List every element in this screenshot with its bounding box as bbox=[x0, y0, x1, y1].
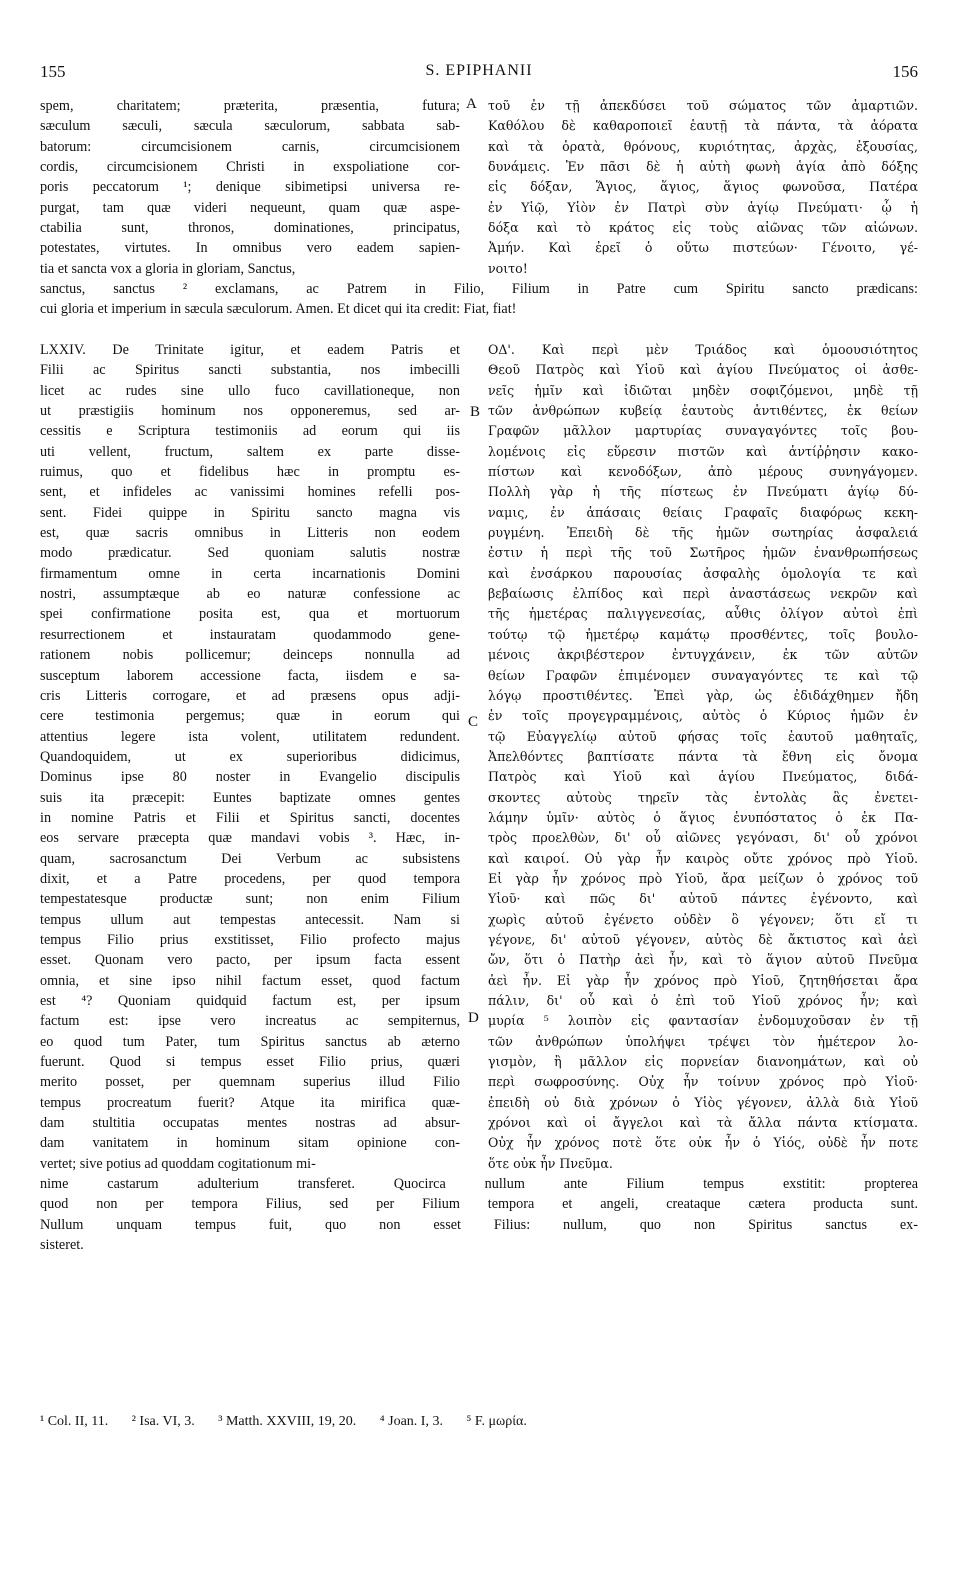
margin-letter-a: A bbox=[466, 96, 477, 112]
greek-text-line: ἐν τοῖς προγεγραμμένοις, αὐτὸς ὁ Κύριος ἡμῶν ἐν bbox=[488, 708, 918, 724]
greek-text-line: πάλιν, δι' οὗ καὶ ὁ ἐπὶ τοῦ Υἱοῦ χρόνος ἦν; καὶ bbox=[488, 993, 918, 1008]
greek-text-line: Εἰ γὰρ ἦν χρόνος πρὸ Υἱοῦ, ἄρα μείζων ὁ χρόνος τοῦ bbox=[488, 870, 918, 886]
greek-text-line: θείων Γραφῶν ἐπιμένομεν συναγαγόντες τε καὶ τῷ bbox=[488, 667, 918, 683]
latin-text-line: dam vanitatem in hominum sitam opinione con- bbox=[40, 1135, 460, 1152]
running-title: S. EPIPHANII bbox=[425, 62, 533, 79]
greek-text-line: καὶ ἐνσάρκου παρουσίας ἀσφαλὴς ὁμολογία τε καὶ bbox=[488, 565, 918, 581]
latin-text-line: merito posset, per quemnam superius illud Filio bbox=[40, 1074, 460, 1091]
greek-text-line: βεβαίωσις ἐλπίδος καὶ περὶ ἀναστάσεως νεκρῶν καὶ bbox=[488, 586, 918, 602]
greek-text-line: ὤν, ὅτι ὁ Πατὴρ ἀεὶ ἦν, καὶ τὸ ἅγιον αὐτοῦ Πνεῦμα bbox=[488, 952, 918, 968]
latin-text-line: est ⁴? Quoniam quidquid factum est, per ipsum bbox=[40, 993, 460, 1009]
latin-text-line: tempus Filio prius exstitisset, Filio profecto majus bbox=[40, 931, 460, 948]
greek-text-line: ἐστιν ἡ περὶ τῆς τοῦ Σωτῆρος ἡμῶν ἐνανθρωπήσεως bbox=[488, 545, 918, 561]
greek-text-line: ἀεὶ ἦν. Εἰ γὰρ ἦν χρόνος πρὸ Υἱοῦ, ζητηθήσεται ἄρα bbox=[488, 972, 918, 988]
footnotes bbox=[40, 1414, 918, 1430]
latin-text-line: Quandoquidem, ut ex superioribus didicimus, bbox=[40, 748, 460, 765]
greek-text-line: Ἀπελθόντες βαπτίσατε πάντα τὰ ἔθνη εἰς ὄνομα bbox=[488, 748, 918, 764]
margin-letter-d: D bbox=[468, 1010, 479, 1026]
latin-text-line: cessitis e Scriptura testimoniis ad eorum qui iis bbox=[40, 423, 460, 440]
latin-text-line: rationem nobis pollicemur; deinceps nonnulla ad bbox=[40, 647, 460, 664]
greek-text-line: Γραφῶν μᾶλλον μαρτυρίας συναγαγόντες τοῖς βου- bbox=[488, 423, 918, 439]
text-line: Nullum unquam tempus fuit, quo non esset Filius: nullum, quo non Spiritus sanctus ex- bbox=[40, 1216, 918, 1233]
footnote: ⁴ Joan. I, 3. bbox=[379, 1414, 443, 1429]
latin-text-line: est, quæ sacris omnibus in Litteris non eodem bbox=[40, 525, 460, 542]
latin-text-line: dam stultitia occupatas mentes nostras ad absur- bbox=[40, 1115, 460, 1132]
latin-text-line: fuerunt. Quod si tempus esset Filio prius, quæri bbox=[40, 1054, 460, 1071]
greek-text-line: λάμην ὑμῖν· αὐτὸς ὁ ἅγιος ἐνυπόστατος ὁ ἐκ Πα- bbox=[488, 809, 918, 825]
latin-text-line: Filii ac Spiritus sancti substantia, nos imbecilli bbox=[40, 362, 460, 379]
full-width-text-block1 bbox=[40, 279, 918, 320]
greek-text-line: Πολλὴ γὰρ ἡ τῆς πίστεως ἐν Πνεύματι ἁγίῳ δύ- bbox=[488, 484, 918, 500]
greek-text-line: Πατρὸς καὶ Υἱοῦ καὶ ἁγίου Πνεύματος, διδά- bbox=[488, 769, 918, 785]
greek-text-line: σκοντες αὐτοὺς τηρεῖν τὰς ἐντολὰς ἃς ἐνετει- bbox=[488, 789, 918, 805]
latin-text-line: tempus ullum aut tempestas antecessit. Nam si bbox=[40, 911, 460, 928]
latin-text-line: sæculum sæculi, sæcula sæculorum, sabbata sab- bbox=[40, 118, 460, 135]
greek-text-line: Οὐχ ἦν χρόνος ποτὲ ὅτε οὐκ ἦν ὁ Υἱός, οὐδὲ ἦν ποτε bbox=[488, 1135, 918, 1151]
greek-text-line: ναμις, ἐν ἁπάσαις θείαις Γραφαῖς διαφόρως κεκη- bbox=[488, 504, 918, 520]
greek-text-line: ΟΔ'. Καὶ περὶ μὲν Τριάδος καὶ ὁμοουσιότητος bbox=[488, 342, 918, 357]
text-line: nime castarum adulterium transferet. Quocirca nullum ante Filium tempus exstitit: propterea bbox=[40, 1176, 918, 1192]
greek-text-line: μυρία ⁵ λοιπὸν εἰς φαντασίαν ἐνδομυχοῦσαν ἐν τῇ bbox=[488, 1013, 918, 1029]
greek-column-block2 bbox=[488, 340, 918, 1174]
footnote: ¹ Col. II, 11. bbox=[40, 1414, 109, 1429]
page-number-right: 156 bbox=[892, 62, 918, 81]
latin-text-line: quam, sacrosanctum Dei Verbum ac subsistens bbox=[40, 850, 460, 867]
greek-text-line: λόγῳ προστιθέντες. Ἐπεὶ γὰρ, ὡς ἐδιδάχθημεν ἤδη bbox=[488, 687, 918, 703]
greek-text-line: ἐν Υἱῷ, Υἱὸν ἐν Πατρὶ σὺν ἁγίῳ Πνεύματι· ᾧ ἡ bbox=[488, 199, 918, 215]
greek-text-line: τῷ Εὐαγγελίῳ αὐτοῦ φήσας τοῖς ἑαυτοῦ μαθηταῖς, bbox=[488, 728, 918, 744]
latin-text-line: ctabilia sunt, thronos, dominationes, principatus, bbox=[40, 220, 460, 237]
greek-column-block1 bbox=[488, 96, 918, 279]
greek-text-line: τῶν ἀνθρώπων κυβείᾳ ἑαυτοὺς ἀντιθέντες, ἐκ θείων bbox=[488, 403, 918, 419]
latin-text-line: uti vellent, fructum, saltem ex parte disse- bbox=[40, 443, 460, 460]
greek-text-line: τῆς ἡμετέρας παλιγγενεσίας, αὖθις ὀλίγον αὐτοὶ ἐπὶ bbox=[488, 606, 918, 622]
greek-text-line: γισμὸν, ἢ μᾶλλον εἰς πορνείαν διανοημάτων, καὶ οὐ bbox=[488, 1054, 918, 1070]
latin-text-line: modo prædicatur. Sed quoniam salutis nostræ bbox=[40, 545, 460, 562]
greek-text-line: καὶ καιροί. Οὐ γὰρ ἦν καιρὸς οὔτε χρόνος πρὸ Υἱοῦ. bbox=[488, 850, 918, 866]
greek-text-line: Καθόλου δὲ καθαροποιεῖ ἑαυτῇ τὰ πάντα, τὰ ἀόρατα bbox=[488, 118, 918, 134]
greek-text-line: καὶ τὰ ὁρατὰ, θρόνους, κυριότητας, ἀρχὰς, ἐξουσίας, bbox=[488, 138, 918, 154]
greek-text-line: δόξα καὶ τὸ κράτος εἰς τοὺς αἰῶνας τῶν αἰώνων. bbox=[488, 220, 918, 236]
greek-text-line: χρόνοι καὶ οἱ ἄγγελοι καὶ τὰ ἄλλα πάντα κτίσματα. bbox=[488, 1115, 918, 1131]
footnote: ⁵ F. μωρία. bbox=[466, 1414, 527, 1429]
text-line: sanctus, sanctus ² exclamans, ac Patrem in Filio, Filium in Patre cum Spiritu sancto prædicans: bbox=[40, 281, 918, 297]
latin-text-line: licet ac rudes sine ullo fuco cavillationeque, non bbox=[40, 382, 460, 399]
latin-text-line: firmamentum omne in certa incarnationis Domini bbox=[40, 565, 460, 582]
latin-text-line: cere testimonia pergemus; quæ in eorum qui bbox=[40, 708, 460, 725]
latin-text-line: in nomine Patris et Filii et Spiritus sancti, docentes bbox=[40, 809, 460, 826]
greek-text-line: Ἀμήν. Καὶ ἐρεῖ ὁ οὕτω πιστεύων· Γένοιτο, γέ- bbox=[488, 240, 918, 256]
latin-text-line: omnia, et sine ipso nihil factum esset, quod factum bbox=[40, 972, 460, 989]
latin-text-line: spem, charitatem; præterita, præsentia, futura; bbox=[40, 98, 460, 114]
latin-text-line: vertet; sive potius ad quoddam cogitationum mi- bbox=[40, 1155, 316, 1172]
greek-text-line: γέγονε, δι' αὐτοῦ γέγονεν, αὐτὸς δὲ ἄκτιστος καὶ ἀεὶ bbox=[488, 931, 918, 947]
greek-text-line: Θεοῦ Πατρὸς καὶ Υἱοῦ καὶ ἁγίου Πνεύματος οἱ ἀσθε- bbox=[488, 362, 918, 378]
greek-text-line: ἐπειδὴ οὐ διὰ χρόνων ὁ Υἱὸς γέγονεν, ἀλλὰ διὰ Υἱοῦ bbox=[488, 1094, 918, 1110]
latin-text-line: cordis, circumcisionem Christi in exspoliatione cor- bbox=[40, 159, 460, 176]
latin-text-line: esset. Quonam vero pacto, per ipsum facta essent bbox=[40, 952, 460, 969]
latin-text-line: cris Litteris corrogare, et ad præsens opus adji- bbox=[40, 687, 460, 704]
latin-text-line: suis ita præcepit: Euntes baptizate omnes gentes bbox=[40, 789, 460, 806]
latin-text-line: resurrectionem et instauratam quodammodo gene- bbox=[40, 626, 460, 643]
greek-text-line: ρυγμένη. Ἐπειδὴ δὲ τῆς ἡμῶν σωτηρίας ἀσφαλειά bbox=[488, 525, 918, 541]
greek-text-line: νεῖς ἡμῖν καὶ ἰδιῶται μηδὲν σοφιζόμενοι, μηδὲ τῇ bbox=[488, 382, 918, 398]
greek-text-line: Υἱοῦ· καὶ πῶς δι' αὐτοῦ πάντες ἐγένοντο, καὶ bbox=[488, 891, 918, 907]
margin-letter-b: B bbox=[470, 404, 481, 420]
latin-column-block2 bbox=[40, 340, 460, 1174]
latin-text-line: tia et sancta vox a gloria in gloriam, Sanctus, bbox=[40, 260, 296, 277]
text-line: quod non per tempora Filius, sed per Filium tempora et angeli, creataque cætera producta sunt. bbox=[40, 1196, 918, 1213]
greek-text-line: ὅτε οὐκ ἦν Πνεῦμα. bbox=[488, 1155, 613, 1171]
latin-text-line: nostri, assumptæque ab eo naturæ confessione ac bbox=[40, 586, 460, 603]
footnote: ² Isa. VI, 3. bbox=[131, 1414, 195, 1429]
latin-text-line: tempestatesque productæ sunt; non enim Filium bbox=[40, 891, 460, 908]
latin-text-line: potestates, virtutes. In omnibus vero eadem sapien- bbox=[40, 240, 460, 257]
latin-text-line: attentius legere ista volent, utilitatem redundent. bbox=[40, 728, 460, 745]
latin-text-line: eos servare præcepta quæ mandavi vobis ³. Hæc, in- bbox=[40, 830, 460, 847]
text-line: cui gloria et imperium in sæcula sæculorum. Amen. Et dicet qui ita credit: Fiat, fiat! bbox=[40, 301, 517, 318]
latin-text-line: susceptum laborem accessione facta, iisdem e sa- bbox=[40, 667, 460, 684]
latin-text-line: sent, et infideles ac vanissimi homines refelli pos- bbox=[40, 484, 460, 501]
latin-text-line: dixit, et a Patre procedens, per quod tempora bbox=[40, 870, 460, 887]
greek-text-line: τῶν ἀνθρώπων ὑπολήψει τρέψει τὸν ἡμέτερον λο- bbox=[488, 1033, 918, 1049]
greek-text-line: νοιτο! bbox=[488, 260, 528, 276]
full-width-text-block2 bbox=[40, 1174, 918, 1255]
latin-text-line: poris peccatorum ¹; denique sibimetipsi universa re- bbox=[40, 179, 460, 196]
latin-text-line: eo quod tum Pater, tum Spiritus sanctus ab æterno bbox=[40, 1033, 460, 1050]
margin-letter-c: C bbox=[468, 714, 479, 730]
latin-text-line: spei confirmatione posita est, qua et mortuorum bbox=[40, 606, 460, 623]
latin-text-line: ruimus, quo et fidelibus hæc in promptu es- bbox=[40, 464, 460, 481]
latin-text-line: batorum: circumcisionem carnis, circumcisionem bbox=[40, 138, 460, 155]
page-number-left: 155 bbox=[40, 62, 66, 81]
footnote: ³ Matth. XXVIII, 19, 20. bbox=[218, 1414, 357, 1429]
greek-text-line: δυνάμεις. Ἐν πᾶσι δὲ ἡ αὐτὴ φωνὴ ἁγία ἀπὸ δόξης bbox=[488, 159, 918, 175]
greek-text-line: εἰς δόξαν, Ἅγιος, ἅγιος, ἅγιος φωνοῦσα, Πατέρα bbox=[488, 179, 918, 195]
latin-text-line: LXXIV. De Trinitate igitur, et eadem Patris et bbox=[40, 342, 460, 358]
greek-text-line: περὶ σωφροσύνης. Οὐχ ἦν τοίνυν χρόνος πρὸ Υἱοῦ· bbox=[488, 1074, 918, 1090]
latin-text-line: factum est: ipse vero increatus ac sempiternus, bbox=[40, 1013, 460, 1030]
greek-text-line: τούτῳ τῷ ἡμετέρῳ καμάτῳ προσθέντες, τοῖς βουλο- bbox=[488, 626, 918, 642]
latin-column-block1 bbox=[40, 96, 460, 279]
latin-text-line: purgat, tam quæ videri nequeunt, quam quæ aspe- bbox=[40, 199, 460, 216]
greek-text-line: λομένοις εἰς εὕρεσιν πιστῶν καὶ ἀντίῤῥησιν κακο- bbox=[488, 443, 918, 459]
greek-text-line: πίστων καὶ κενοδόξων, ἀπὸ μέρους συνηγάγομεν. bbox=[488, 464, 918, 480]
greek-text-line: τρὸς προελθὼν, δι' οὗ αἰῶνες γεγόνασι, δι' οὗ χρόνοι bbox=[488, 830, 918, 846]
greek-text-line: τοῦ ἐν τῇ ἀπεκδύσει τοῦ σώματος τῶν ἁμαρτιῶν. bbox=[488, 98, 918, 113]
page-header bbox=[40, 62, 918, 84]
latin-text-line: ut præstigiis hominum nos opponeremus, sed ar- bbox=[40, 403, 460, 420]
latin-text-line: tempus procreatum fuerit? Atque ita mirifica quæ- bbox=[40, 1094, 460, 1111]
greek-text-line: χωρὶς αὐτοῦ ἐγένετο οὐδὲν ὃ γέγονεν; ὅτι εἴ τι bbox=[488, 911, 918, 927]
latin-text-line: sent. Fidei quippe in Spiritu sancto magna vis bbox=[40, 504, 460, 521]
greek-text-line: μένοις ἀκριβέστερον ἐντυγχάνειν, ἐκ τῶν αὐτῶν bbox=[488, 647, 918, 663]
latin-text-line: Dominus ipse 80 noster in Evangelio discipulis bbox=[40, 769, 460, 786]
text-line: sisteret. bbox=[40, 1237, 84, 1254]
